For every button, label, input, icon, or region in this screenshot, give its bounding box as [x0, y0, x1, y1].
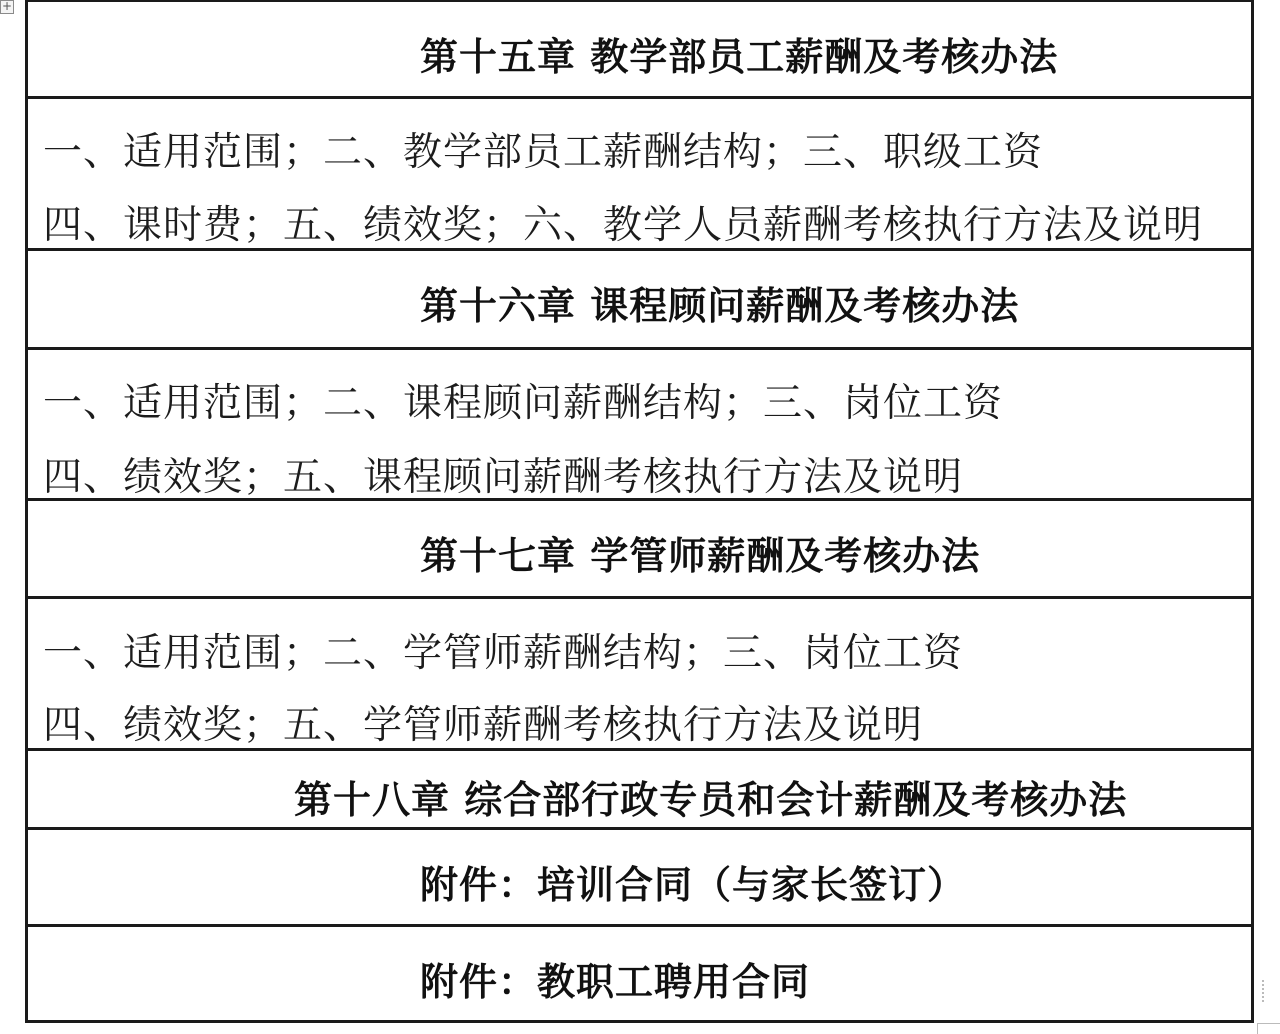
chapter-17-line-1: 一、适用范围；二、学管师薪酬结构；三、岗位工资 — [43, 631, 964, 676]
chapter-16-content-row — [28, 350, 1251, 501]
appendix-2-row — [28, 927, 1251, 1021]
appendix-1-title: 附件：培训合同（与家长签订） — [420, 862, 967, 907]
chapter-18-title-row — [28, 751, 1251, 830]
chapter-16-line-2: 四、绩效奖；五、课程顾问薪酬考核执行方法及说明 — [43, 455, 964, 500]
chapter-18-title: 第十八章 综合部行政专员和会计薪酬及考核办法 — [294, 777, 1128, 822]
chapter-15-content-row — [28, 99, 1251, 251]
chapter-16-title: 第十六章 课程顾问薪酬及考核办法 — [420, 283, 1020, 328]
page-edge-marker — [1262, 980, 1272, 1002]
appendix-2-title: 附件：教职工聘用合同 — [420, 959, 811, 1004]
chapter-15-title-row — [28, 2, 1251, 99]
chapter-17-title: 第十七章 学管师薪酬及考核办法 — [420, 533, 981, 578]
chapter-17-content-row — [28, 599, 1251, 751]
chapter-15-line-2: 四、课时费；五、绩效奖；六、教学人员薪酬考核执行方法及说明 — [43, 203, 1204, 248]
page-corner-marker — [1257, 1023, 1280, 1034]
chapter-17-line-2: 四、绩效奖；五、学管师薪酬考核执行方法及说明 — [43, 703, 924, 748]
chapter-15-title: 第十五章 教学部员工薪酬及考核办法 — [420, 34, 1059, 79]
chapter-15-line-1: 一、适用范围；二、教学部员工薪酬结构；三、职级工资 — [43, 130, 1044, 175]
appendix-1-row — [28, 830, 1251, 927]
chapter-17-title-row — [28, 501, 1251, 599]
chapter-16-line-1: 一、适用范围；二、课程顾问薪酬结构；三、岗位工资 — [43, 381, 1004, 426]
chapter-16-title-row — [28, 251, 1251, 350]
table-move-handle[interactable]: + — [1, 0, 13, 13]
contents-table — [25, 0, 1254, 1023]
